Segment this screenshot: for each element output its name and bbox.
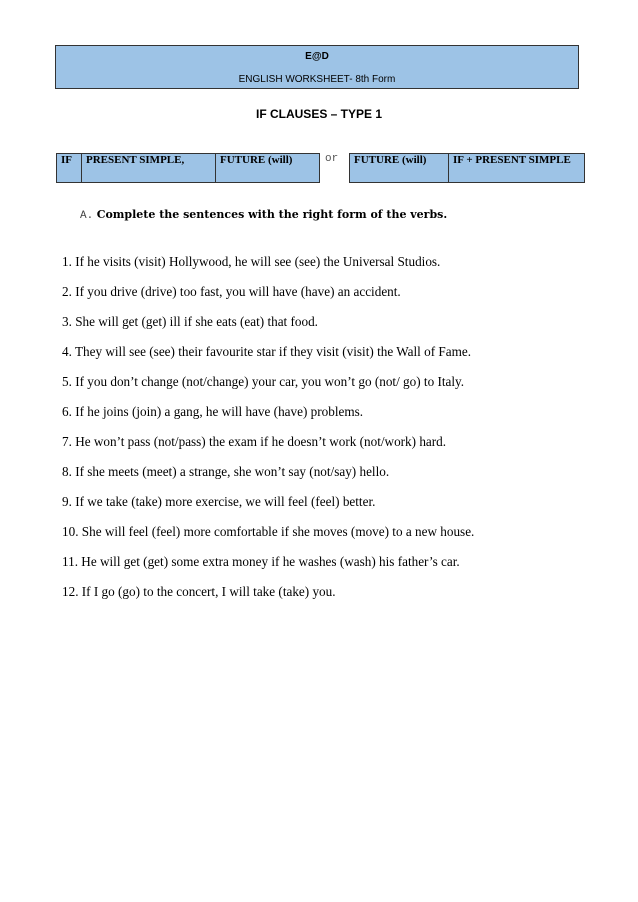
exercise-text: Complete the sentences with the right form of the verbs. bbox=[96, 208, 448, 221]
sentence-item: 3. She will get (get) ill if she eats (eat) that food. bbox=[62, 314, 318, 329]
structure-table-left bbox=[56, 153, 320, 183]
structure-cell-if-present-simple: IF + PRESENT SIMPLE bbox=[453, 154, 571, 166]
sentence-item: 2. If you drive (drive) too fast, you will have (have) an accident. bbox=[62, 284, 401, 299]
sentence-list bbox=[62, 254, 474, 614]
sentence-item: 4. They will see (see) their favourite star if they visit (visit) the Wall of Fame. bbox=[62, 344, 471, 359]
sentence-item: 8. If she meets (meet) a strange, she won’t say (not/say) hello. bbox=[62, 464, 390, 479]
exercise-instruction bbox=[80, 208, 447, 222]
structure-table-right bbox=[349, 153, 585, 183]
sentence-item: 7. He won’t pass (not/pass) the exam if he doesn’t work (not/work) hard. bbox=[62, 434, 447, 449]
sentence-item: 12. If I go (go) to the concert, I will take (take) you. bbox=[62, 584, 336, 599]
worksheet-header bbox=[55, 45, 579, 89]
structure-cell-if: IF bbox=[57, 154, 82, 182]
sentence-item: 11. He will get (get) some extra money if he washes (wash) his father’s car. bbox=[62, 554, 460, 569]
or-separator: or bbox=[325, 153, 339, 165]
exercise-letter: A. bbox=[80, 210, 94, 222]
sentence-item: 1. If he visits (visit) Hollywood, he will see (see) the Universal Studios. bbox=[62, 254, 441, 269]
sentence-item: 5. If you don’t change (not/change) your car, you won’t go (not/ go) to Italy. bbox=[62, 374, 465, 389]
sentence-item: 6. If he joins (join) a gang, he will have (have) problems. bbox=[62, 404, 364, 419]
structure-cell-present-simple: PRESENT SIMPLE, bbox=[82, 154, 216, 182]
school-name: E@D bbox=[305, 51, 329, 62]
sentence-item: 9. If we take (take) more exercise, we will feel (feel) better. bbox=[62, 494, 376, 509]
sentence-item: 10. She will feel (feel) more comfortable if she moves (move) to a new house. bbox=[62, 524, 475, 539]
structure-cell-future-will-2: FUTURE (will) bbox=[350, 154, 449, 182]
page-title: IF CLAUSES – TYPE 1 bbox=[255, 107, 383, 121]
worksheet-name: ENGLISH WORKSHEET- 8th Form bbox=[238, 74, 396, 85]
structure-cell-future-will: FUTURE (will) bbox=[220, 154, 293, 166]
